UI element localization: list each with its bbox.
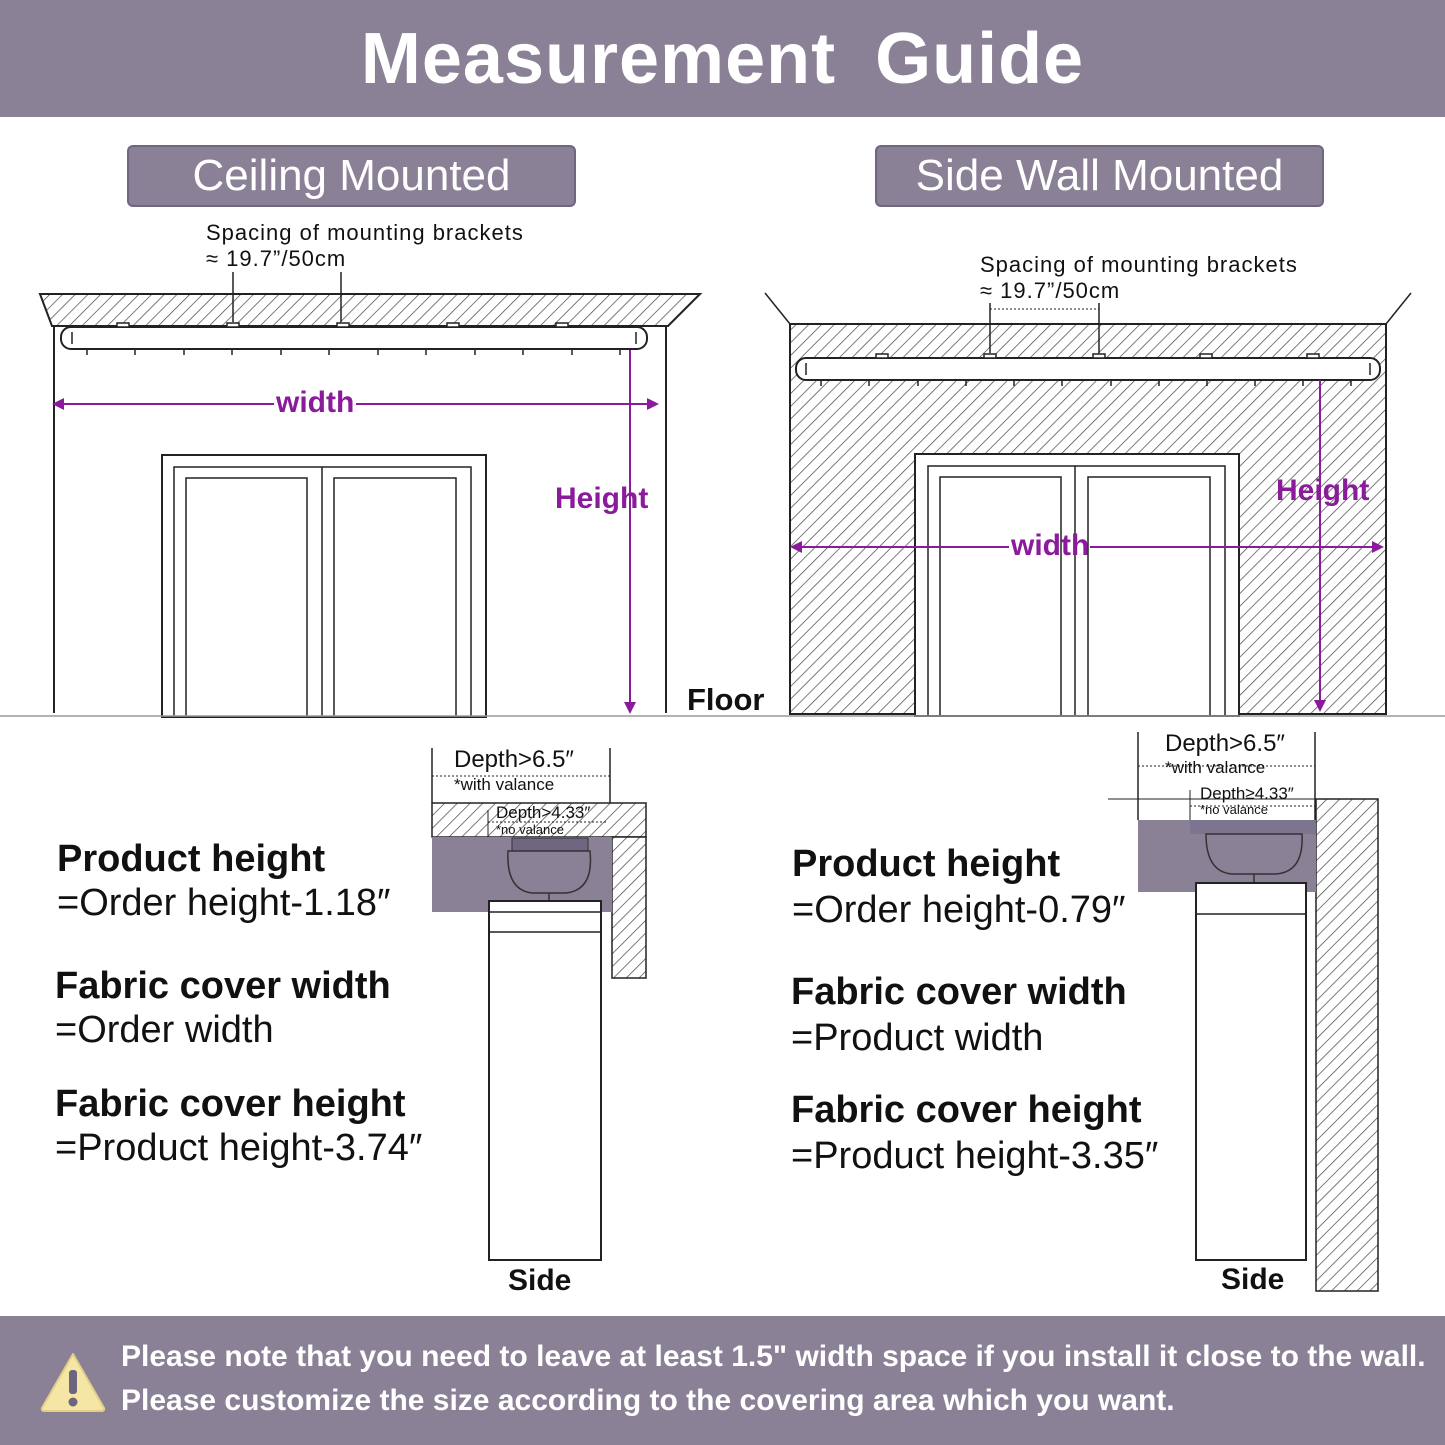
sidewall-product-height-value: =Order height-0.79″ [792,889,1126,931]
page-title: Measurement Guide [360,18,1085,99]
ceiling-spacing-value: ≈ 19.7”/50cm [206,246,347,271]
sidewall-with-valance-note: *with valance [1165,758,1266,777]
sidewall-width-label: width [1011,529,1090,562]
ceiling-height-label: Height [555,482,649,515]
ceiling-cover-width-value: =Order width [55,1009,274,1051]
ceiling-cover-width-title: Fabric cover width [55,965,391,1007]
ceiling-product-height-title: Product height [57,838,326,880]
sidewall-cover-width-title: Fabric cover width [791,971,1127,1013]
floor-label: Floor [687,682,765,717]
ceiling-cover-height-value: =Product height-3.74″ [55,1127,423,1169]
sidewall-spacing-label: Spacing of mounting brackets [980,252,1298,277]
ceiling-spacing-label: Spacing of mounting brackets [206,220,524,245]
sidewall-side-label: Side [1221,1263,1285,1296]
ceiling-with-valance-note: *with valance [454,775,555,794]
sidewall-depth-no-valance: Depth≥4.33″ [1200,784,1294,803]
sidewall-cover-height-title: Fabric cover height [791,1089,1142,1131]
side-wall-mounted-label: Side Wall Mounted [875,145,1324,207]
ceiling-cover-height-title: Fabric cover height [55,1083,406,1125]
ceiling-mounted-label: Ceiling Mounted [127,145,576,207]
footer-note [0,1316,1445,1445]
sidewall-cover-width-value: =Product width [791,1017,1044,1059]
ceiling-product-height-value: =Order height-1.18″ [57,882,391,924]
sidewall-depth-valance: Depth>6.5″ [1165,730,1285,757]
ceiling-width-label: width [276,386,355,419]
footer-line-2: Please customize the size according to the covering area which you want. [121,1384,1175,1417]
sidewall-cover-height-value: =Product height-3.35″ [791,1135,1159,1177]
ceiling-side-label: Side [508,1264,572,1297]
warning-icon [38,1350,108,1414]
ceiling-depth-no-valance: Depth>4.33″ [496,803,591,822]
sidewall-spacing-value: ≈ 19.7”/50cm [980,278,1121,303]
sidewall-no-valance-note: *no valance [1200,802,1268,817]
footer-line-1: Please note that you need to leave at least 1.5" width space if you install it close to the wall. [121,1340,1426,1373]
ceiling-no-valance-note: *no valance [496,822,564,837]
ceiling-depth-valance: Depth>6.5″ [454,746,574,773]
sidewall-height-label: Height [1276,474,1370,507]
sidewall-product-height-title: Product height [792,843,1061,885]
